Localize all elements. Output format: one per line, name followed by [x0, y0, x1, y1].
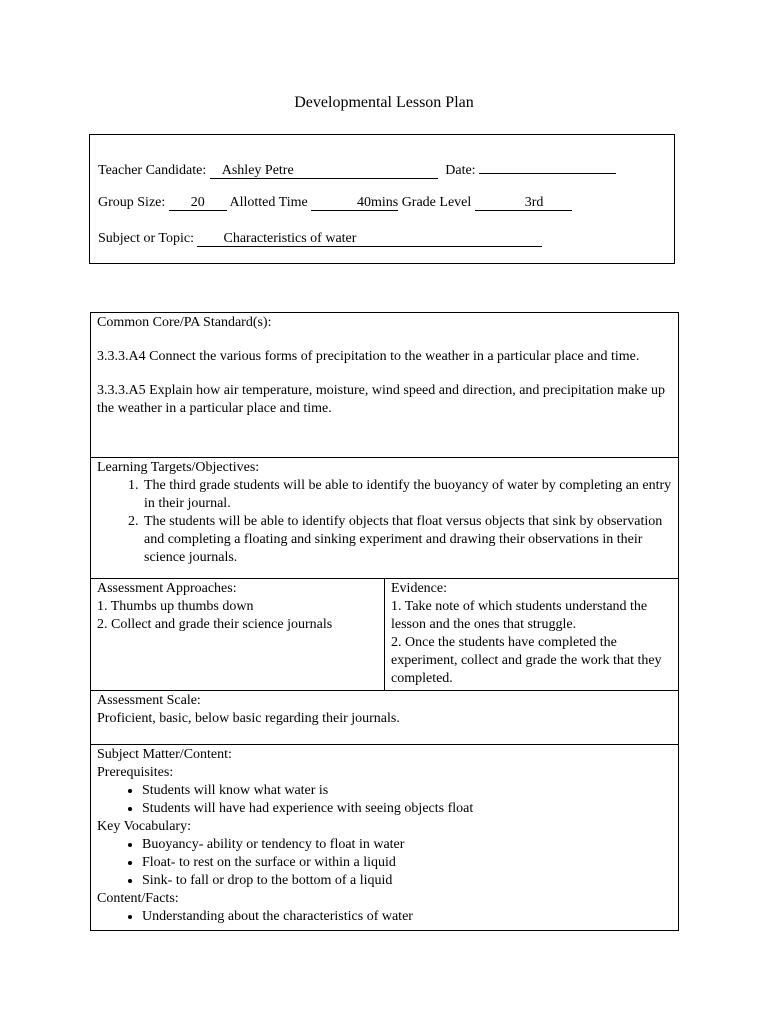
subject-matter-heading: Subject Matter/Content: [97, 747, 232, 762]
teacher-row [98, 158, 616, 180]
assessment-cell [91, 579, 385, 691]
scale-text: Proficient, basic, below basic regarding their journals. [97, 711, 400, 726]
group-field[interactable] [169, 195, 227, 211]
grade-value: 3rd [524, 195, 544, 210]
vocab-item: • Float- to rest on the surface or within a liquid [142, 854, 672, 872]
objectives-heading: Learning Targets/Objectives: [97, 460, 260, 475]
group-row [98, 194, 572, 212]
objective-item: 1. The third grade students will be able to identify the buoyancy of water by completing an entry in their journal. [142, 477, 672, 513]
header-info-box [89, 134, 675, 264]
objective-item: 2. The students will be able to identify objects that float versus objects that sink by observation and completing a floating and sinking experiment and drawing their observations in their science journals. [142, 513, 672, 567]
teacher-value: Ashley Petre [221, 163, 294, 178]
facts-list [97, 908, 672, 926]
assessment-row [91, 579, 679, 691]
teacher-field[interactable] [210, 163, 438, 179]
vocab-heading: Key Vocabulary: [97, 819, 191, 834]
subject-matter-row [91, 745, 679, 931]
scale-heading: Assessment Scale: [97, 693, 201, 708]
evidence-heading: Evidence: [391, 581, 447, 596]
standard-item: 3.3.3.A5 Explain how air temperature, moisture, wind speed and direction, and precipitation make up the weather in a particular place and time. [97, 383, 666, 416]
objectives-row [91, 458, 679, 579]
assessment-heading: Assessment Approaches: [97, 581, 237, 596]
vocab-item: • Sink- to fall or drop to the bottom of a liquid [142, 872, 672, 890]
prereq-item: • Students will know what water is [142, 782, 672, 800]
time-field[interactable] [311, 195, 398, 211]
standard-item: 3.3.3.A4 Connect the various forms of precipitation to the weather in a particular place and time. [97, 349, 640, 364]
grade-label: Grade Level [401, 195, 472, 210]
standards-row [91, 313, 679, 458]
evidence-item: 2. Once the students have completed the experiment, collect and grade the work that they completed. [391, 635, 662, 686]
standards-cell [91, 313, 679, 458]
assessment-item: 1. Thumbs up thumbs down [97, 599, 254, 614]
time-value: 40mins [356, 195, 399, 210]
standards-heading: Common Core/PA Standard(s): [97, 315, 272, 330]
prereq-item: • Students will have had experience with seeing objects float [142, 800, 672, 818]
group-value: 20 [190, 195, 205, 210]
date-label: Date: [445, 163, 476, 178]
page-title: Developmental Lesson Plan [294, 94, 474, 111]
scale-cell [91, 691, 679, 745]
facts-heading: Content/Facts: [97, 891, 179, 906]
date-field[interactable] [479, 158, 616, 174]
scale-row [91, 691, 679, 745]
objectives-cell [91, 458, 679, 579]
prereq-list [97, 782, 672, 818]
lesson-plan-table [90, 312, 679, 931]
subject-label: Subject or Topic: [98, 231, 194, 246]
evidence-item: 1. Take note of which students understand the lesson and the ones that struggle. [391, 599, 648, 632]
assessment-item: 2. Collect and grade their science journals [97, 617, 333, 632]
time-label: Allotted Time [229, 195, 308, 210]
objectives-list [97, 477, 672, 567]
teacher-label: Teacher Candidate: [98, 163, 207, 178]
evidence-cell [385, 579, 679, 691]
subject-field[interactable] [197, 231, 542, 247]
vocab-item: • Buoyancy- ability or tendency to float in water [142, 836, 672, 854]
facts-item: • Understanding about the characteristics of water [142, 908, 672, 926]
grade-field[interactable] [475, 195, 572, 211]
subject-matter-cell [91, 745, 679, 931]
vocab-list [97, 836, 672, 890]
prereq-heading: Prerequisites: [97, 765, 174, 780]
subject-row [98, 230, 542, 248]
subject-value: Characteristics of water [223, 231, 357, 246]
group-label: Group Size: [98, 195, 166, 210]
